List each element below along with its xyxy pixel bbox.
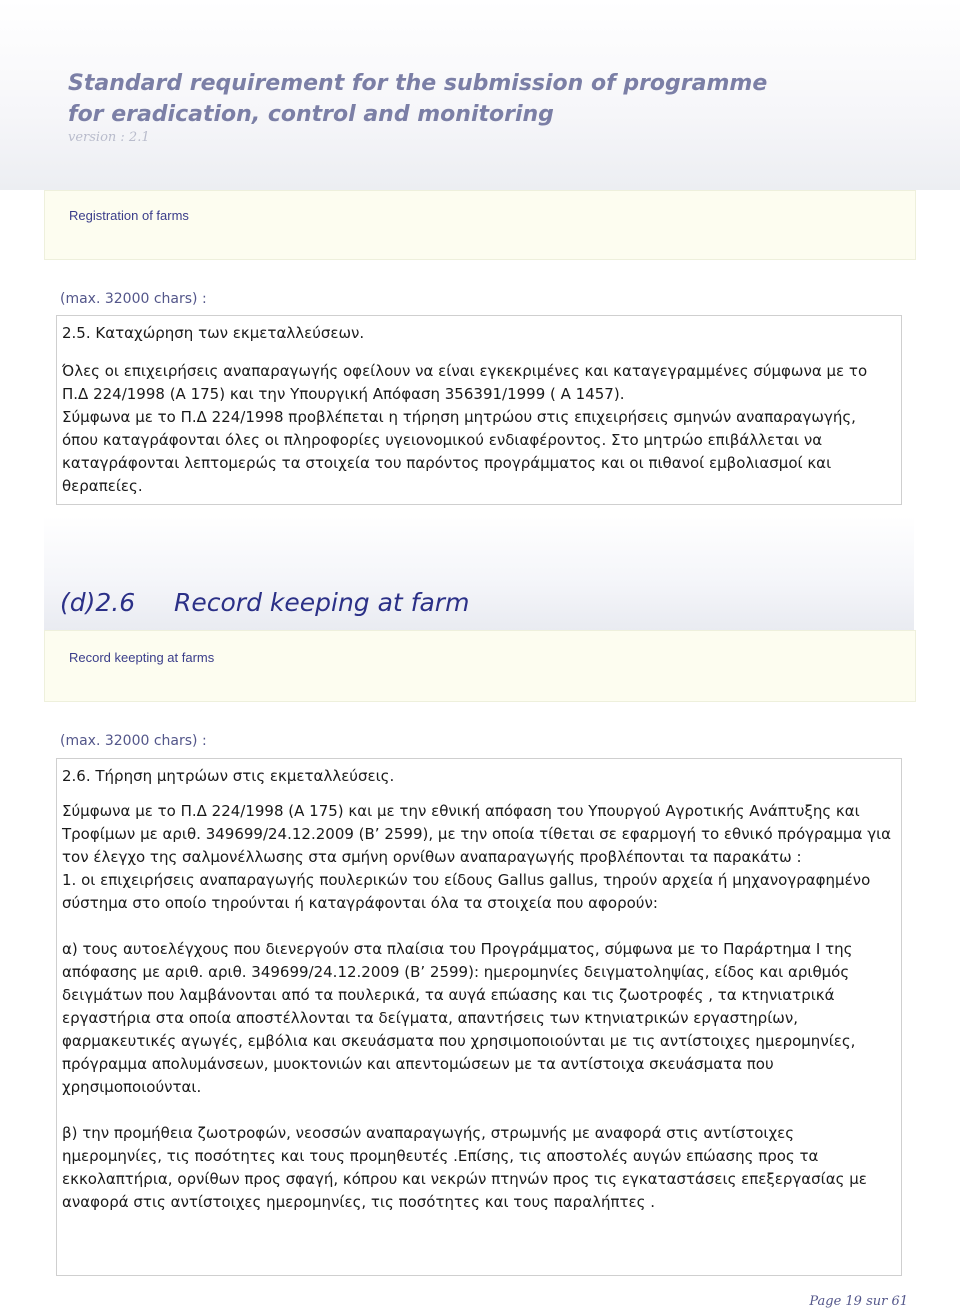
version-label: version : 2.1 xyxy=(68,130,150,145)
registration-paragraph: Σύμφωνα με το Π.Δ 224/1998 προβλέπεται η τήρηση μητρώου στις επιχειρήσεις σμηνών αναπαραγωγής, όπου καταγράφονται όλες οι πληροφορίες υγειονομικού ενδιαφέροντος. Στο μητρώο επιβάλλεται να καταγράφονται λεπτομερώς τα στοιχεία του παρόντος προγράμματος και οι πιθανοί εμβολιασμοί και θεραπείες. xyxy=(62,408,856,495)
document-title xyxy=(68,68,888,130)
registration-heading: 2.5. Καταχώρηση των εκμεταλλεύσεων. xyxy=(62,324,365,342)
record-keeping-description: Record keepting at farms xyxy=(69,650,215,665)
record-keeping-heading: 2.6. Τήρηση μητρώων στις εκμεταλλεύσεις. xyxy=(62,767,395,785)
registration-max-chars-label: (max. 32000 chars) : xyxy=(60,291,207,307)
record-keeping-paragraph: 1. οι επιχειρήσεις αναπαραγωγής πουλερικών του είδους Gallus gallus, τηρούν αρχεία ή μηχανογραφημένο σύστημα στο οποίο τηρούνται ή καταγράφονται όλα τα στοιχεία που αφορούν: xyxy=(62,871,871,912)
record-keeping-paragraph: β) την προμήθεια ζωοτροφών, νεοσσών αναπαραγωγής, στρωμνής με αναφορά στις αντίστοιχες ημερομηνίες, τις ποσότητες και τους προμηθευτές .Επίσης, τις αποστολές αυγών επώασης προς τα εκκολαπτήρια, ορνίθων προς σφαγή, κόπρου και νεκρών πτηνών προς τις εγκαταστάσεις επεξεργασίας με αναφορά στις αντίστοιχες ημερομηνίες, τις ποσότητες και τους παραλήπτες . xyxy=(62,1124,867,1211)
record-keeping-description-box xyxy=(44,630,916,702)
record-keeping-paragraph: Σύμφωνα με το Π.Δ 224/1998 (Α 175) και με την εθνική απόφαση του Υπουργού Αγροτικής Ανάπτυξης και Τροφίμων με αριθ. 349699/24.12.2009 (Β’ 2599), με την οποία τίθεται σε εφαρμογή το εθνικό πρόγραμμα για τον έλεγχο της σαλμονέλλωσης στα σμήνη ορνίθων αναπαραγωγής προβλέπονται τα παρακάτω : xyxy=(62,802,892,866)
registration-description-box xyxy=(44,190,916,260)
registration-description: Registration of farms xyxy=(69,208,189,223)
document-title-line-2: for eradication, control and monitoring xyxy=(68,102,554,127)
record-keeping-max-chars-label: (max. 32000 chars) : xyxy=(60,733,207,749)
document-title-line-1: Standard requirement for the submission of programme xyxy=(68,71,768,96)
record-keeping-paragraph: α) τους αυτοελέγχους που διενεργούν στα πλαίσια του Προγράμματος, σύμφωνα με το Παράρτημα Ι της απόφασης με αριθ. αριθ. 349699/24.12.2009 (Β’ 2599): ημερομηνίες δειγματοληψίας, είδος και αριθμός δειγμάτων που λαμβάνονται από τα πουλερικά, τα αυγά επώασης και τις ζωοτροφές , τα κτηνιατρικά εργαστήρια στα οποία αποστέλλονται τα δείγματα, απαντήσεις των κτηνιατρικών εργαστηρίων, φαρμακευτικές αγωγές, εμβόλια και σκευάσματα που χρησιμοποιούνται με τις αντίστοιχες ημερομηνίες, πρόγραμμα απολυμάνσεων, μυοκτονιών και απεντομώσεων με τα αντίστοιχα σκευάσματα που χρησιμοποιούνται. xyxy=(62,940,856,1096)
page-number: Page 19 sur 61 xyxy=(809,1294,908,1309)
section-number: (d)2.6 xyxy=(60,588,136,617)
record-keeping-text-area[interactable] xyxy=(56,758,902,1276)
registration-paragraph: Όλες οι επιχειρήσεις αναπαραγωγής οφείλουν να είναι εγκεκριμένες και καταγεγραμμένες σύμφωνα με το Π.Δ 224/1998 (Α 175) και την Υπουργική Απόφαση 356391/1999 ( Α 1457). xyxy=(62,362,868,403)
section-title: Record keeping at farm xyxy=(174,588,470,617)
registration-text-area[interactable] xyxy=(56,315,902,505)
